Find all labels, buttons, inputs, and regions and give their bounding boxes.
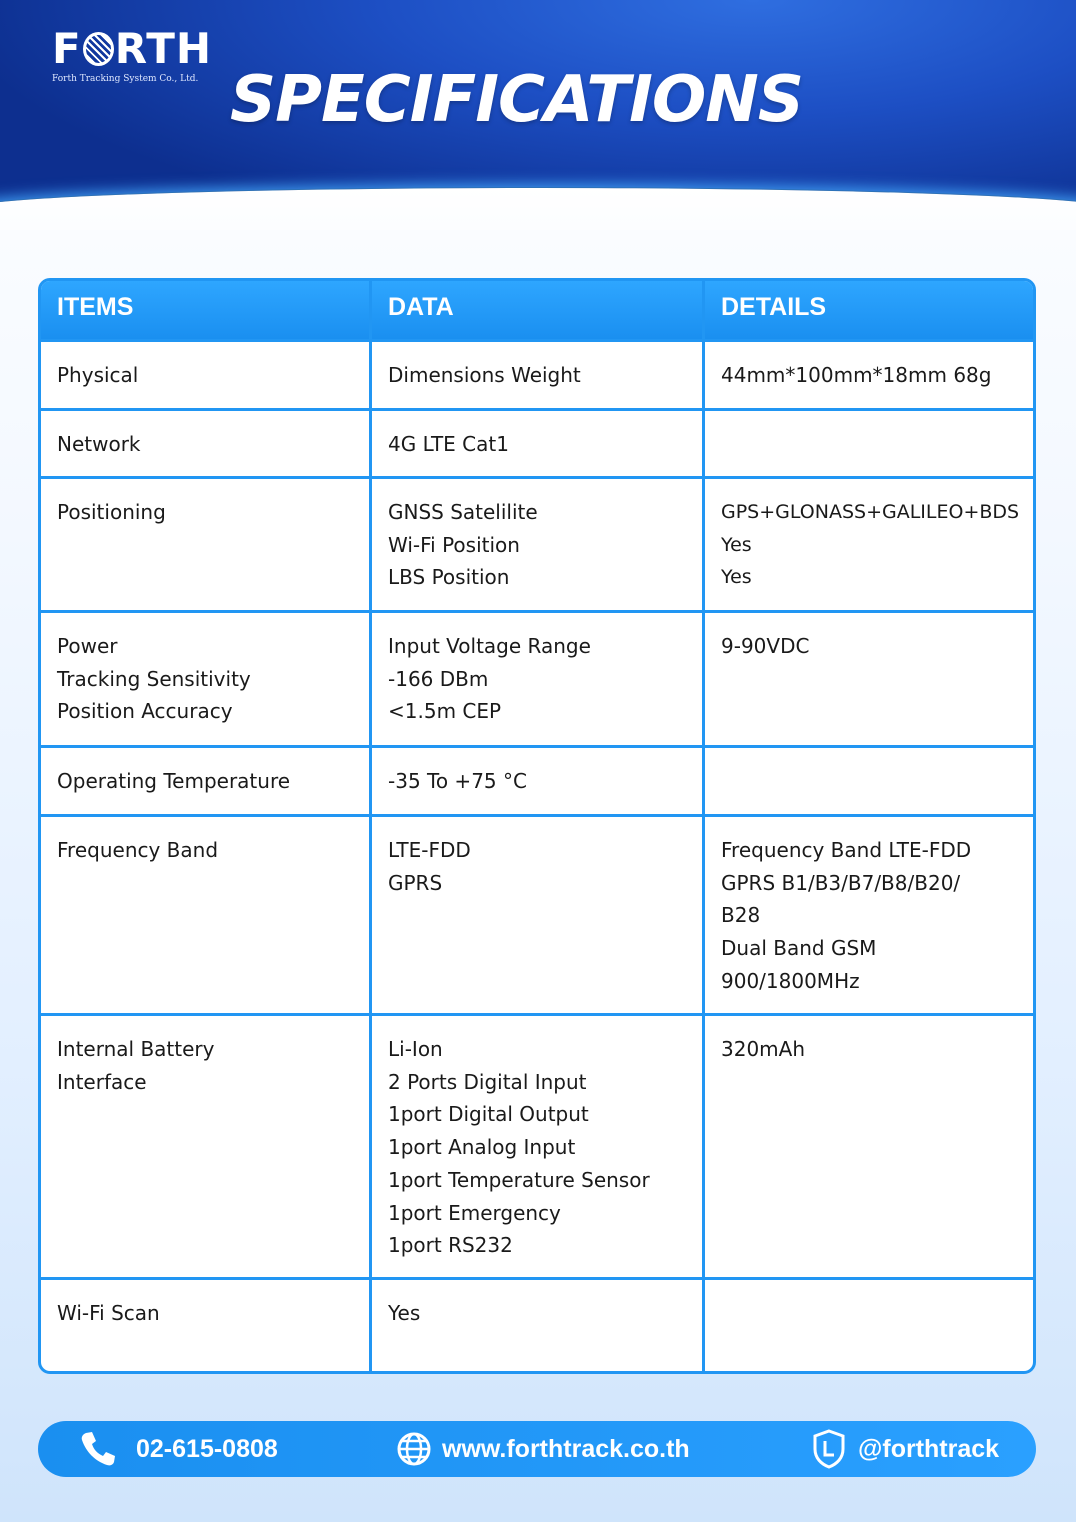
table-header xyxy=(41,281,1033,339)
phone-icon xyxy=(78,1429,118,1469)
cell-data: 4G LTE Cat1 xyxy=(372,411,705,476)
cell-items: Network xyxy=(41,411,372,476)
header-data: DATA xyxy=(372,281,705,339)
cell-details xyxy=(705,748,1033,814)
website-url: www.forthtrack.co.th xyxy=(442,1434,690,1463)
table-row xyxy=(41,1013,1033,1277)
globe-icon xyxy=(396,1431,432,1467)
cell-details xyxy=(705,1280,1033,1371)
cell-data: LTE-FDD GPRS xyxy=(372,817,705,1013)
line-icon xyxy=(812,1429,846,1469)
cell-data: Yes xyxy=(372,1280,705,1371)
header-banner xyxy=(0,0,1076,230)
cell-details: 320mAh xyxy=(721,1037,806,1061)
cell-details xyxy=(705,411,1033,476)
phone-number: 02-615-0808 xyxy=(136,1434,278,1463)
brand-logo: F RTH Forth Tracking System Co., Ltd. xyxy=(52,24,212,84)
cell-data: Dimensions Weight xyxy=(372,342,705,408)
cell-details: 44mm*100mm*18mm 68g xyxy=(721,363,992,387)
line-handle: @forthtrack xyxy=(858,1434,1000,1463)
page-title: SPECIFICATIONS xyxy=(230,63,803,137)
table-row xyxy=(41,814,1033,1013)
table-row xyxy=(41,339,1033,408)
table-row xyxy=(41,610,1033,745)
cell-details: Frequency Band LTE-FDD GPRS B1/B3/B7/B8/B20/ B28 Dual Band GSM 900/1800MHz xyxy=(721,838,972,993)
phone-contact[interactable] xyxy=(78,1421,278,1477)
header-items: ITEMS xyxy=(41,281,372,339)
brand-tagline: Forth Tracking System Co., Ltd. xyxy=(52,74,199,84)
cell-data: GNSS Satelilite Wi-Fi Position LBS Position xyxy=(372,479,705,610)
cell-items: Physical xyxy=(41,342,372,408)
cell-items: Wi-Fi Scan xyxy=(41,1280,372,1371)
cell-data: Li-Ion 2 Ports Digital Input 1port Digital Output 1port Analog Input 1port Temperature Sensor 1port Emergency 1port RS232 xyxy=(372,1016,705,1277)
header-details: DETAILS xyxy=(721,293,827,321)
table-row xyxy=(41,408,1033,476)
table-row xyxy=(41,476,1033,610)
cell-details: GPS+GLONASS+GALILEO+BDS Yes Yes xyxy=(721,501,1020,589)
globe-logo-icon xyxy=(83,32,114,66)
line-contact[interactable] xyxy=(812,1421,999,1477)
spec-table xyxy=(38,278,1036,1374)
cell-items: Internal Battery Interface xyxy=(41,1016,372,1277)
table-row xyxy=(41,745,1033,814)
cell-items: Power Tracking Sensitivity Position Accuracy xyxy=(41,613,372,745)
cell-details: 9-90VDC xyxy=(721,634,810,658)
cell-data: -35 To +75 °C xyxy=(372,748,705,814)
contact-footer xyxy=(38,1421,1036,1477)
header-curve xyxy=(0,188,1076,230)
cell-items: Operating Temperature xyxy=(41,748,372,814)
cell-items: Frequency Band xyxy=(41,817,372,1013)
table-row xyxy=(41,1277,1033,1371)
cell-items: Positioning xyxy=(41,479,372,610)
cell-data: Input Voltage Range -166 DBm <1.5m CEP xyxy=(372,613,705,745)
website-link[interactable] xyxy=(396,1421,690,1477)
